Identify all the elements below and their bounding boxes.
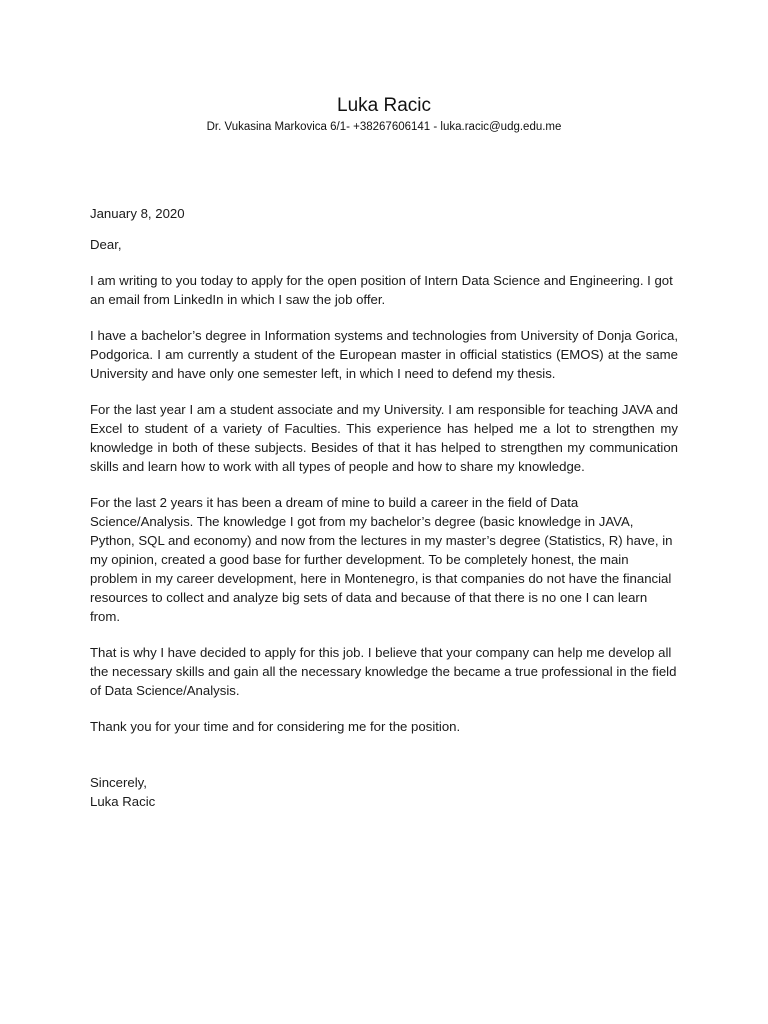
sender-contact: Dr. Vukasina Markovica 6/1- +38267606141 - luka.racic@udg.edu.me xyxy=(206,121,562,133)
letter-date: January 8, 2020 xyxy=(90,206,185,221)
paragraph-education: I have a bachelor’s degree in Information systems and technologies from University of Donja Gorica, Podgorica. I am currently a student of the European master in official statistics (EMOS) at the same University and have only one semester left, in which I need to defend my thesis. xyxy=(90,328,678,381)
letter-greeting: Dear, xyxy=(90,237,122,252)
letter-closing: Sincerely, xyxy=(90,775,147,790)
paragraph-experience: For the last year I am a student associate and my University. I am responsible for teaching JAVA and Excel to student of a variety of Faculties. This experience has helped me a lot to strengthen my knowledge in both of these subjects. Besides of that it has helped to strengthen my communication skills and learn how to work with all types of people and how to share my knowledge. xyxy=(90,402,678,474)
paragraph-thanks: Thank you for your time and for considering me for the position. xyxy=(90,719,461,734)
letter-header xyxy=(0,94,768,135)
closing-block xyxy=(90,773,678,811)
paragraph-decision: That is why I have decided to apply for this job. I believe that your company can help me develop all the necessary skills and gain all the necessary knowledge the became a true professional in the field of Data Science/Analysis. xyxy=(90,645,677,698)
letter-body xyxy=(90,204,678,811)
sender-name: Luka Racic xyxy=(337,95,431,116)
paragraph-intro: I am writing to you today to apply for the open position of Intern Data Science and Engineering. I got an email from LinkedIn in which I saw the job offer. xyxy=(90,273,673,307)
paragraph-motivation: For the last 2 years it has been a dream of mine to build a career in the field of Data Science/Analysis. The knowledge I got from my bachelor’s degree (basic knowledge in JAVA, Python, SQL and economy) and now from the lectures in my master’s degree (Statistics, R) have, in my opinion, created a good base for further development. To be completely honest, the main problem in my career development, here in Montenegro, is that companies do not have the financial resources to collect and analyze big sets of data and because of that there is no one I can learn from. xyxy=(90,495,673,624)
letter-signature: Luka Racic xyxy=(90,794,156,809)
